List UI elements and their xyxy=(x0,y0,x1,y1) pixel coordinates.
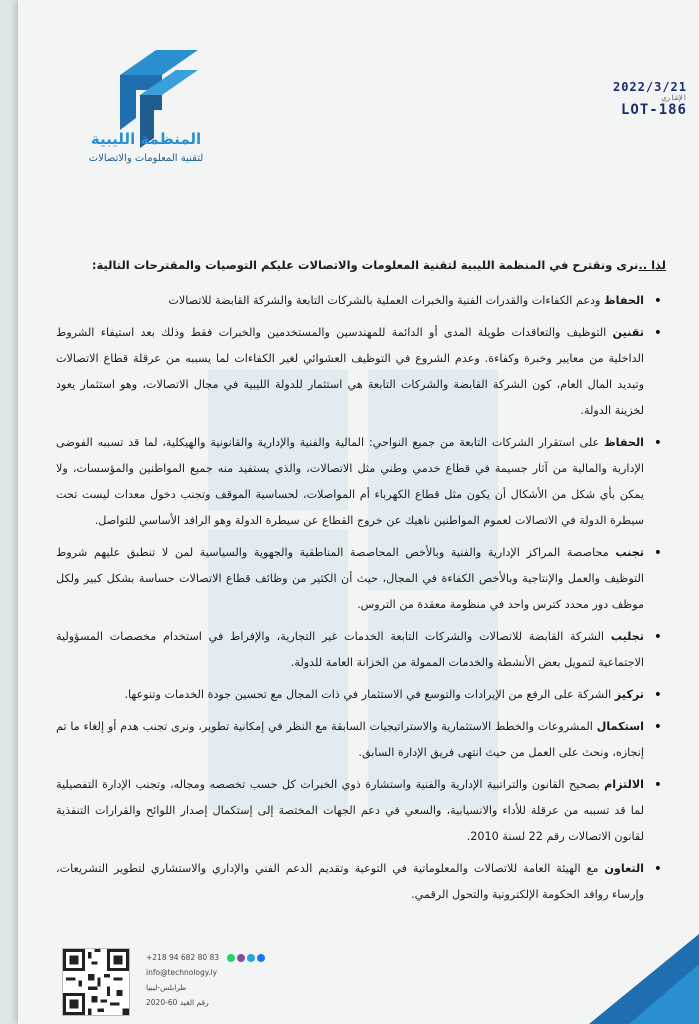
item-keyword: استكمال xyxy=(596,720,644,733)
list-item xyxy=(56,288,666,314)
phone-number: +218 94 682 80 83 xyxy=(146,953,220,962)
email-address: info@technology.ly xyxy=(146,968,218,977)
item-keyword: الالتزام xyxy=(604,778,644,791)
social-icons xyxy=(227,950,267,965)
reference-number: LOT-186 xyxy=(620,102,687,118)
organization-name: المنظمة الليبية xyxy=(90,130,202,148)
whatsapp-icon xyxy=(227,954,235,962)
list-item xyxy=(56,856,666,908)
list-item xyxy=(56,624,666,676)
item-text: التوظيف والتعاقدات طويلة المدى أو الدائمة للمهندسين والمستخدمين والخبرات فقط وذلك بعد استيفاء الشروط الداخلية من معايير وخبرة وكفاءة. وعدم الشروع في التوظيف العشوائي لغير الكفاءات لما يسببه من عرقلة قطاع الاتصالات وتبديد المال العام، كون الشركة القابضة والشركات التابعة هي استثمار للدولة الليبية في مجال الاتصالات، وهو استثمار يعود لخزينة الدولة. xyxy=(56,326,644,417)
phone-row xyxy=(146,950,267,965)
item-text: الشركة على الرفع من الإيرادات والتوسع في الاستثمار في ذات المجال مع تحسين جودة الخدمات وتنوعها. xyxy=(124,688,615,701)
item-text: مع الهيئة العامة للاتصالات والمعلوماتية في التوعية وتقديم الدعم الفني والإداري والاستشاري لتطوير التشريعات، وإرساء روافد الحكومة الإلكترونية والتحول الرقمي. xyxy=(56,862,644,901)
list-item xyxy=(56,540,666,618)
item-text: المشروعات والخطط الاستثمارية والاستراتيجيات السابقة مع النظر في إمكانية تطوير، ونرى تجنب هدم أو إلغاء ما تم إنجازه، ونحث على العمل من حيث انتهى فريق الإدارة السابق. xyxy=(56,720,644,759)
city: طرابلس-ليبيا xyxy=(146,983,187,992)
document-body xyxy=(56,252,666,914)
item-keyword: الحفاظ xyxy=(604,436,644,449)
footer-contacts xyxy=(146,950,267,1010)
messenger-icon xyxy=(257,954,265,962)
list-item xyxy=(56,430,666,534)
item-text: بصحيح القانون والتراتبية الإدارية والفنية واستشارة ذوي الخبرات كل حسب تخصصه ومجاله، وتجنب الإدارة التفصيلية لما قد تسببه من عرقلة للأداء والانسيابية، والسعي في دعم الجهات المختصة إلى إستكمال إصدار اللوائح والقرارات التنفذية لقانون الاتصالات رقم 22 لسنة 2010. xyxy=(56,778,644,843)
list-item xyxy=(56,714,666,766)
reference-date: 2022/3/21 xyxy=(612,80,687,94)
reference-block xyxy=(613,80,687,118)
telegram-icon xyxy=(247,954,255,962)
registration-number: رقم القيد 60-2020 xyxy=(146,998,209,1007)
intro-text: نرى ونقترح في المنظمة الليبية لتقنية المعلومات والاتصالات عليكم التوصيات والمقترحات التالية: xyxy=(91,258,639,272)
recommendations-list xyxy=(56,288,666,908)
organization-logo xyxy=(58,40,218,170)
intro-paragraph xyxy=(56,252,666,278)
item-text: الشركة القابضة للاتصالات والشركات التابعة الخدمات غير التجارية، والإفراط في استخدام مخصصات المسؤولية الاجتماعية لتمويل بعض الأنشطة والخدمات الممولة من الخزانة العامة للدولة. xyxy=(56,630,644,669)
reference-label: الإشاري xyxy=(661,94,687,102)
item-text: محاصصة المراكز الإدارية والفنية وبالأخص المحاصصة المناطقية والجهوية والسياسية لمن لا تنطبق عليهم شروط التوظيف والعمل والإنتاجية وبالأخص الكفاءة في المجال، حيث أن الكثير من وظائف قطاع الاتصالات حساسة بشكل كبير ولكل موظف دور محدد كترس واحد في منظومة معقدة من التروس. xyxy=(56,546,644,611)
item-keyword: التعاون xyxy=(604,862,644,875)
list-item xyxy=(56,772,666,850)
qr-code xyxy=(62,948,130,1016)
item-text: على استقرار الشركات التابعة من جميع النواحي: المالية والفنية والإدارية والقانونية والهيكلية، لما قد تسببه الفوضى الإدارية والمالية من آثار جسيمة في قطاع خدمي وطني مثل الاتصالات، والذي يستفيد منه جميع المواطنين والمؤسسات، ولا يمكن بأي شكل من الأشكال أن يكون مثل قطاع الكهرباء أم المواصلات، لحساسية الموقف وتجنب دخول معدات ليست تحت سيطرة الدولة في الاتصالات لعموم المواطنين ناهيك عن خروج القطاع عن سيطرة الدولة وهو الرافد الأساسي للتواصل. xyxy=(56,436,644,527)
list-item xyxy=(56,682,666,708)
item-keyword: الحفاظ xyxy=(604,294,644,307)
item-keyword: تركيز xyxy=(614,688,644,701)
list-item xyxy=(56,320,666,424)
item-keyword: تجنب xyxy=(615,546,644,559)
intro-lead: لذا .. xyxy=(638,258,666,272)
document-page xyxy=(18,0,699,1024)
corner-decoration xyxy=(569,934,699,1024)
item-keyword: تجليب xyxy=(610,630,644,643)
organization-subtitle: لتقنية المعلومات والاتصالات xyxy=(88,153,204,164)
viber-icon xyxy=(237,954,245,962)
item-keyword: تقنين xyxy=(612,326,644,339)
item-text: ودعم الكفاءات والقدرات الفنية والخبرات العملية بالشركات التابعة والشركة القابضة للاتصالات xyxy=(168,294,605,307)
